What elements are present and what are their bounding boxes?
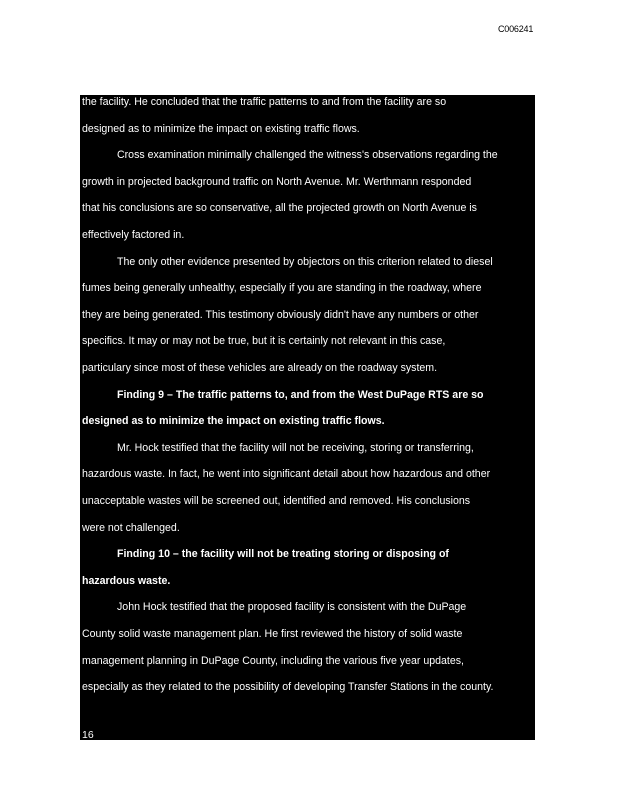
text-line: particulary since most of these vehicles are already on the roadway system. — [82, 362, 438, 374]
text-line: fumes being generally unhealthy, especially if you are standing in the roadway, where — [82, 282, 482, 295]
text-line: growth in projected background traffic on North Avenue. Mr. Werthmann responded — [82, 175, 472, 188]
text-line: especially as they related to the possibility of developing Transfer Stations in the county. — [82, 681, 494, 694]
text-line: the facility. He concluded that the traffic patterns to and from the facility are so — [82, 96, 447, 108]
text-line: Cross examination minimally challenged the witness's observations regarding the — [117, 149, 498, 162]
text-line: hazardous waste. In fact, he went into significant detail about how hazardous and other — [82, 468, 491, 481]
document-id: C006241 — [498, 24, 534, 34]
text-line: that his conclusions are so conservative, all the projected growth on North Avenue is — [82, 202, 477, 215]
text-line: Mr. Hock testified that the facility will not be receiving, storing or transferring, — [117, 441, 474, 454]
text-line: they are being generated. This testimony obviously didn't have any numbers or other — [82, 308, 479, 321]
text-line: designed as to minimize the impact on existing traffic flows. — [82, 415, 385, 428]
text-line: were not challenged. — [82, 521, 180, 534]
text-line: specifics. It may or may not be true, but it is certainly not relevant in this case, — [82, 335, 446, 348]
text-line: hazardous waste. — [82, 574, 171, 587]
text-line: The only other evidence presented by objectors on this criterion related to diesel — [117, 255, 493, 268]
text-line: John Hock testified that the proposed facility is consistent with the DuPage — [117, 601, 467, 614]
text-line: effectively factored in. — [82, 229, 185, 241]
text-line: unacceptable wastes will be screened out, identified and removed. His conclusions — [82, 495, 471, 507]
text-block — [80, 95, 535, 740]
text-line: Finding 10 – the facility will not be treating storing or disposing of — [117, 548, 449, 561]
text-line: Finding 9 – The traffic patterns to, and from the West DuPage RTS are so — [117, 388, 484, 401]
text-line: County solid waste management plan. He first reviewed the history of solid waste — [82, 628, 463, 640]
text-line: management planning in DuPage County, including the various five year updates, — [82, 654, 465, 667]
text-line: designed as to minimize the impact on existing traffic flows. — [82, 122, 360, 135]
page-number: 16 — [82, 729, 94, 741]
